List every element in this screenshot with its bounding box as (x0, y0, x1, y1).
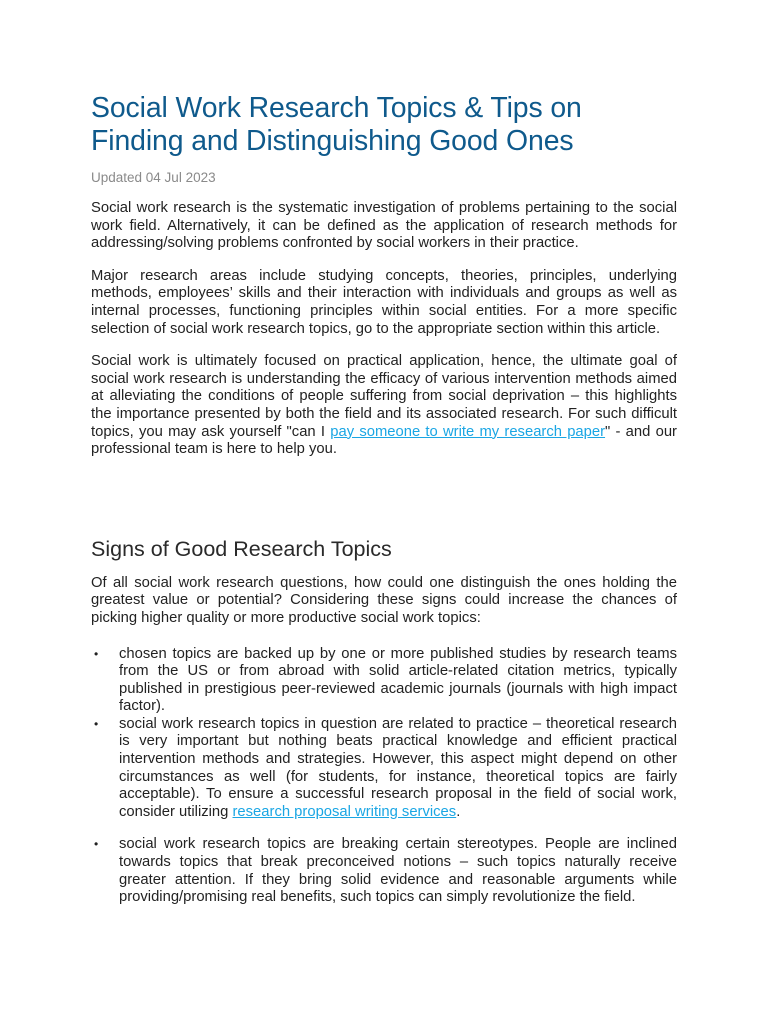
list-item (91, 836, 677, 906)
bullet-icon: • (94, 837, 99, 852)
list-item-text: social work research topics are breaking certain stereotypes. People are inclined towards topics that break preconceived notions – such topics naturally receive greater attention. If they bring solid evidence and reasonable arguments while providing/promising real benefits, such topics can simply revolutionize the field. (119, 836, 677, 906)
section-intro: Of all social work research questions, how could one distinguish the ones holding the greatest value or potential? Considering these signs could increase the chances of picking higher quality or more productive social work topics: (91, 574, 677, 626)
list-item-text: social work research topics in question are related to practice – theoretical research is very important but nothing beats practical knowledge and efficient practical intervention methods and strategies. However, this aspect might depend on other circumstances as well (for students, for instance, theoretical topics are fairly acceptable). To ensure a successful research proposal in the field of social work, consider utilizing (119, 715, 677, 820)
article (91, 92, 677, 907)
paragraph-text: " - and our professional team is here to help you. (91, 423, 677, 458)
list-item (91, 646, 677, 716)
bullet-icon: • (94, 716, 99, 731)
intro-paragraph: Major research areas include studying concepts, theories, principles, underlying methods, employees’ skills and their interaction with individuals and groups as well as internal processes, functioning principles within social entities. For a more specific selection of social work research topics, go to the appropriate section within this article. (91, 267, 677, 337)
research-paper-link[interactable]: pay someone to write my research paper (330, 423, 606, 440)
page-title: Social Work Research Topics & Tips on Finding and Distinguishing Good Ones (91, 92, 582, 157)
signs-list (91, 646, 677, 907)
intro-paragraph (91, 353, 677, 459)
list-item-text: . (456, 803, 461, 820)
paragraph-text: Social work is ultimately focused on practical application, hence, the ultimate goal of social work research is understanding the efficacy of various intervention methods aimed at alleviating the conditions of people suffering from social deprivation – this highlights the importance presented by both the field and its associated research. For such difficult topics, you may ask yourself "can I (91, 353, 677, 440)
section-heading: Signs of Good Research Topics (91, 536, 392, 561)
proposal-services-link[interactable]: research proposal writing services (232, 803, 457, 820)
updated-date: Updated 04 Jul 2023 (91, 170, 216, 185)
list-item (91, 716, 677, 822)
list-item-text: chosen topics are backed up by one or more published studies by research teams from the US or from abroad with solid article-related citation metrics, typically published in prestigious peer-reviewed academic journals (journals with high impact factor). (119, 645, 677, 715)
intro-paragraph: Social work research is the systematic investigation of problems pertaining to the social work field. Alternatively, it can be defined as the application of research methods for addressing/solving problems confronted by social workers in their practice. (91, 200, 677, 252)
bullet-icon: • (94, 646, 99, 661)
